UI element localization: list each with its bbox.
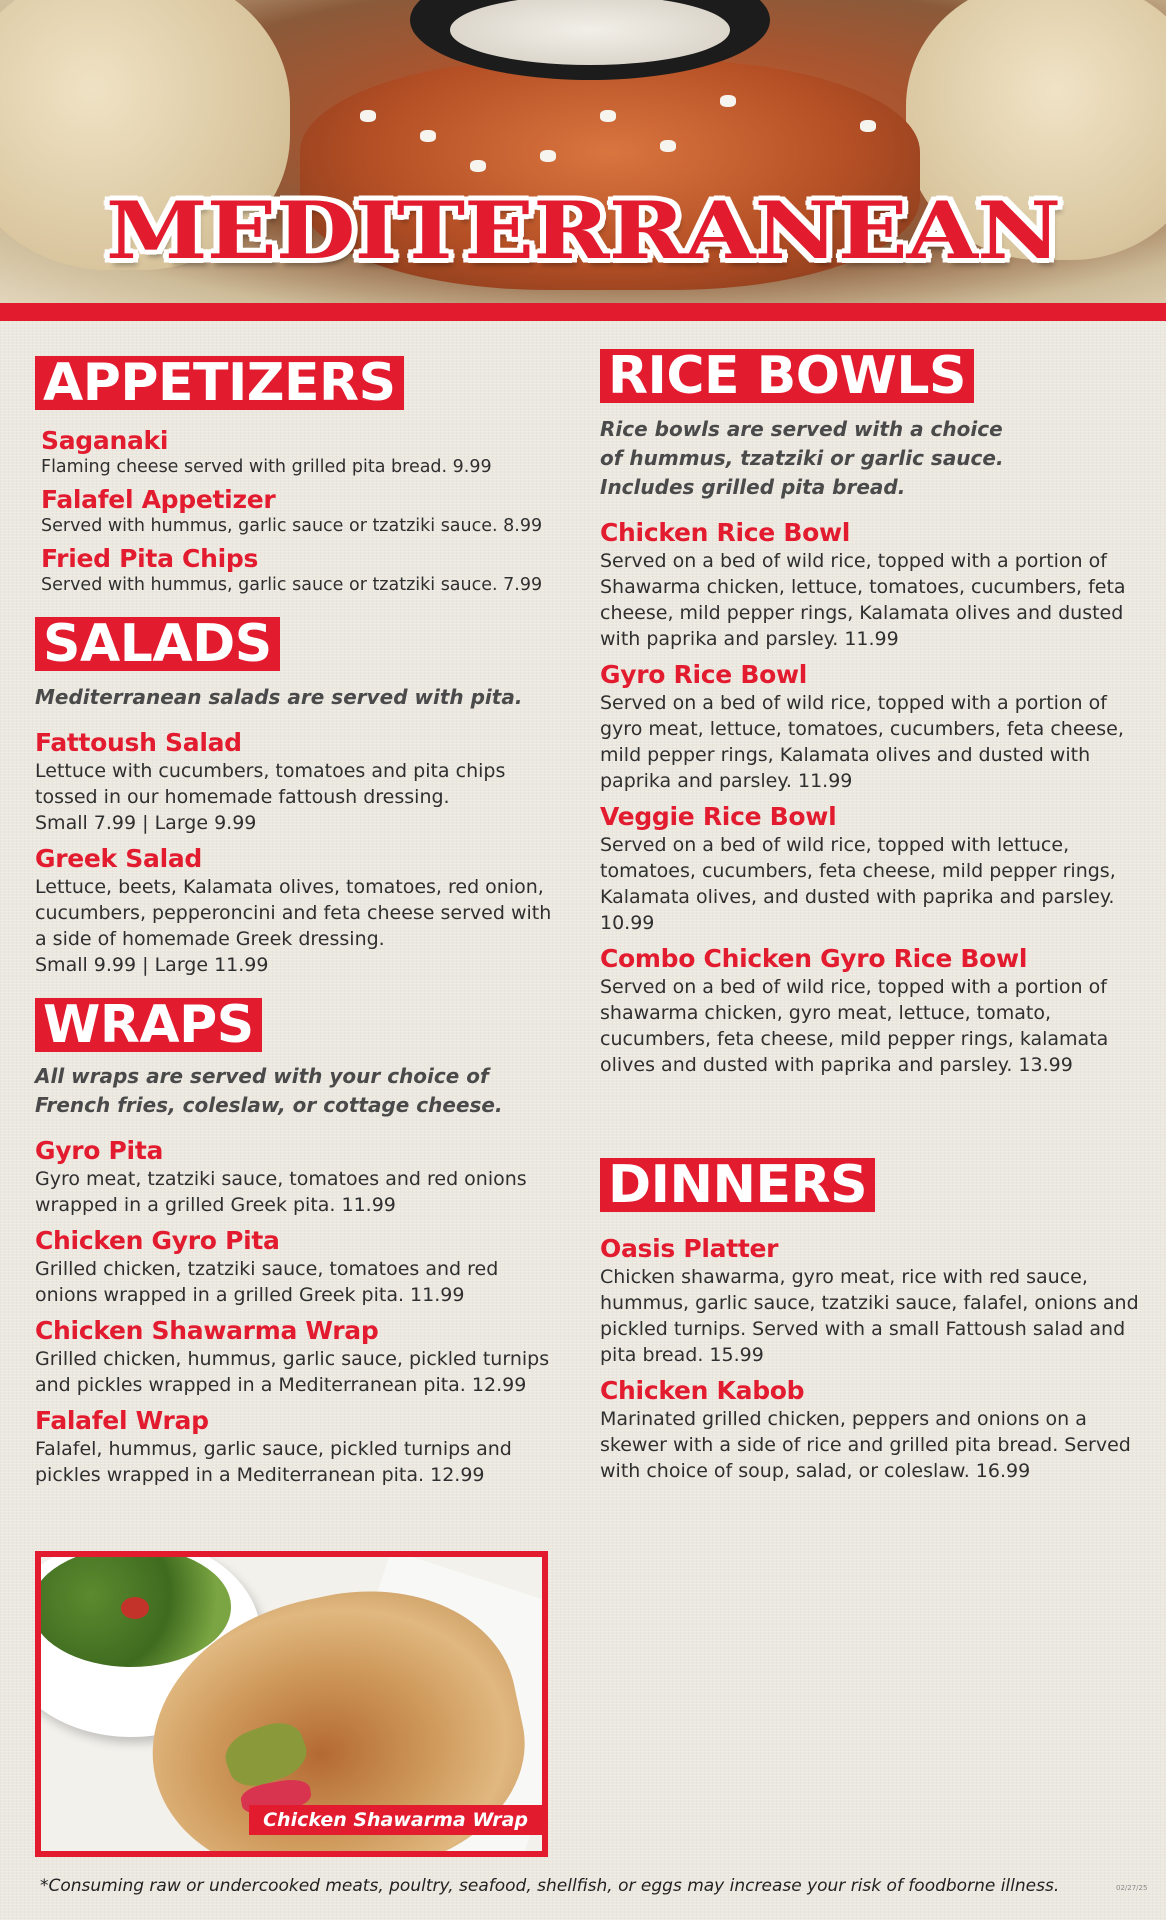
feta-crumble [420,130,436,142]
menu-item [41,426,565,479]
appetizers-section [35,353,565,597]
feta-crumble [860,120,876,132]
section-heading-appetizers: APPETIZERS [35,356,404,410]
item-description: Served on a bed of wild rice, topped with a portion of shawarma chicken, gyro meat, lettuce, tomato, cucumbers, feta cheese, mild pepper rings, kalamata olives and dusted with paprika and parsley. 13.99 [600,976,1109,1076]
item-name: Saganaki [41,426,169,455]
menu-item [600,1234,1140,1368]
feta-crumble [470,160,486,172]
menu-title: MEDITERRANEAN [105,185,1061,277]
right-column [600,346,1140,1484]
menu-item [600,944,1140,1078]
item-description: Gyro meat, tzatziki sauce, tomatoes and red onions wrapped in a grilled Greek pita. 11.99 [35,1168,527,1216]
item-description: Chicken shawarma, gyro meat, rice with red sauce, hummus, garlic sauce, tzatziki sauce, falafel, onions and pickled turnips. Served with a small Fattoush salad and pita bread. 15.99 [600,1266,1139,1366]
item-name: Combo Chicken Gyro Rice Bowl [600,944,1028,973]
dinners-section [600,1155,1140,1484]
menu-item [35,728,565,836]
item-description: Served with hummus, garlic sauce or tzatziki sauce. 7.99 [41,575,543,595]
section-heading-salads: SALADS [35,617,280,671]
rice-bowls-section [600,346,1140,1078]
item-name: Falafel Wrap [35,1406,209,1435]
item-description: Lettuce, beets, Kalamata olives, tomatoes, red onion, cucumbers, pepperoncini and feta cheese served with a side of homemade Greek dressing. [35,876,552,950]
print-code: 02/27/25 [1116,1884,1148,1892]
item-name: Fattoush Salad [35,728,242,757]
item-name: Chicken Shawarma Wrap [35,1316,379,1345]
photo-caption: Chicken Shawarma Wrap [249,1805,542,1835]
menu-item [35,1316,565,1398]
menu-item [35,844,565,978]
section-heading-wraps: WRAPS [35,998,262,1052]
feta-crumble [660,140,676,152]
item-description: Flaming cheese served with grilled pita bread. 9.99 [41,457,492,477]
item-description: Served on a bed of wild rice, topped with a portion of Shawarma chicken, lettuce, tomatoes, cucumbers, feta cheese, mild pepper rings, Kalamata olives and dusted with paprika and parsley. 11.99 [600,550,1126,650]
item-price: Small 7.99 | Large 9.99 [35,812,257,834]
item-description: Grilled chicken, hummus, garlic sauce, pickled turnips and pickles wrapped in a Mediterranean pita. 12.99 [35,1348,550,1396]
wrap-photo [35,1551,548,1857]
menu-item [600,1376,1140,1484]
item-description: Served on a bed of wild rice, topped with a portion of gyro meat, lettuce, tomatoes, cucumbers, feta cheese, mild pepper rings, Kalamata olives and dusted with paprika and parsley. 11.99 [600,692,1124,792]
item-description: Falafel, hummus, garlic sauce, pickled turnips and pickles wrapped in a Mediterranean pita. 12.99 [35,1438,512,1486]
foodborne-disclaimer: *Consuming raw or undercooked meats, poultry, seafood, shellfish, or eggs may increase your risk of foodborne illness. [40,1876,1060,1896]
feta-crumble [540,150,556,162]
item-name: Chicken Gyro Pita [35,1226,280,1255]
menu-item [35,1406,565,1488]
item-name: Oasis Platter [600,1234,779,1263]
hero-food-photo [0,0,1166,305]
item-name: Gyro Pita [35,1136,164,1165]
section-heading-dinners: DINNERS [600,1158,875,1212]
left-column [35,353,565,1488]
feta-crumble [600,110,616,122]
item-name: Chicken Rice Bowl [600,518,851,547]
item-description: Grilled chicken, tzatziki sauce, tomatoes and red onions wrapped in a grilled Greek pita. 11.99 [35,1258,499,1306]
salads-section [35,614,565,978]
section-heading-rice-bowls: RICE BOWLS [600,349,974,403]
menu-item [41,485,565,538]
menu-item [600,660,1140,794]
item-name: Gyro Rice Bowl [600,660,808,689]
section-intro: Mediterranean salads are served with pita. [35,685,523,709]
feta-crumble [360,110,376,122]
item-description: Lettuce with cucumbers, tomatoes and pita chips tossed in our homemade fattoush dressing. [35,760,506,808]
feta-crumble [720,95,736,107]
menu-item [35,1226,565,1308]
tomato [121,1597,149,1619]
item-name: Falafel Appetizer [41,485,276,514]
menu-item [600,518,1140,652]
item-description: Served with hummus, garlic sauce or tzatziki sauce. 8.99 [41,516,543,536]
section-intro: Rice bowls are served with a choice of hummus, tzatziki or garlic sauce. Includes grilled pita bread. [600,417,1004,499]
item-name: Fried Pita Chips [41,544,259,573]
divider-bar [0,303,1166,321]
item-name: Chicken Kabob [600,1376,805,1405]
section-intro: All wraps are served with your choice of French fries, coleslaw, or cottage cheese. [35,1064,503,1117]
menu-item [600,802,1140,936]
item-description: Marinated grilled chicken, peppers and onions on a skewer with a side of rice and grilled pita bread. Served with choice of soup, salad, or coleslaw. 16.99 [600,1408,1131,1482]
item-description: Served on a bed of wild rice, topped with lettuce, tomatoes, cucumbers, feta cheese, mild pepper rings, Kalamata olives, and dusted with paprika and parsley. 10.99 [600,834,1116,934]
item-name: Veggie Rice Bowl [600,802,837,831]
item-price: Small 9.99 | Large 11.99 [35,954,269,976]
menu-item [35,1136,565,1218]
wraps-section [35,995,565,1488]
item-name: Greek Salad [35,844,203,873]
menu-item [41,544,565,597]
